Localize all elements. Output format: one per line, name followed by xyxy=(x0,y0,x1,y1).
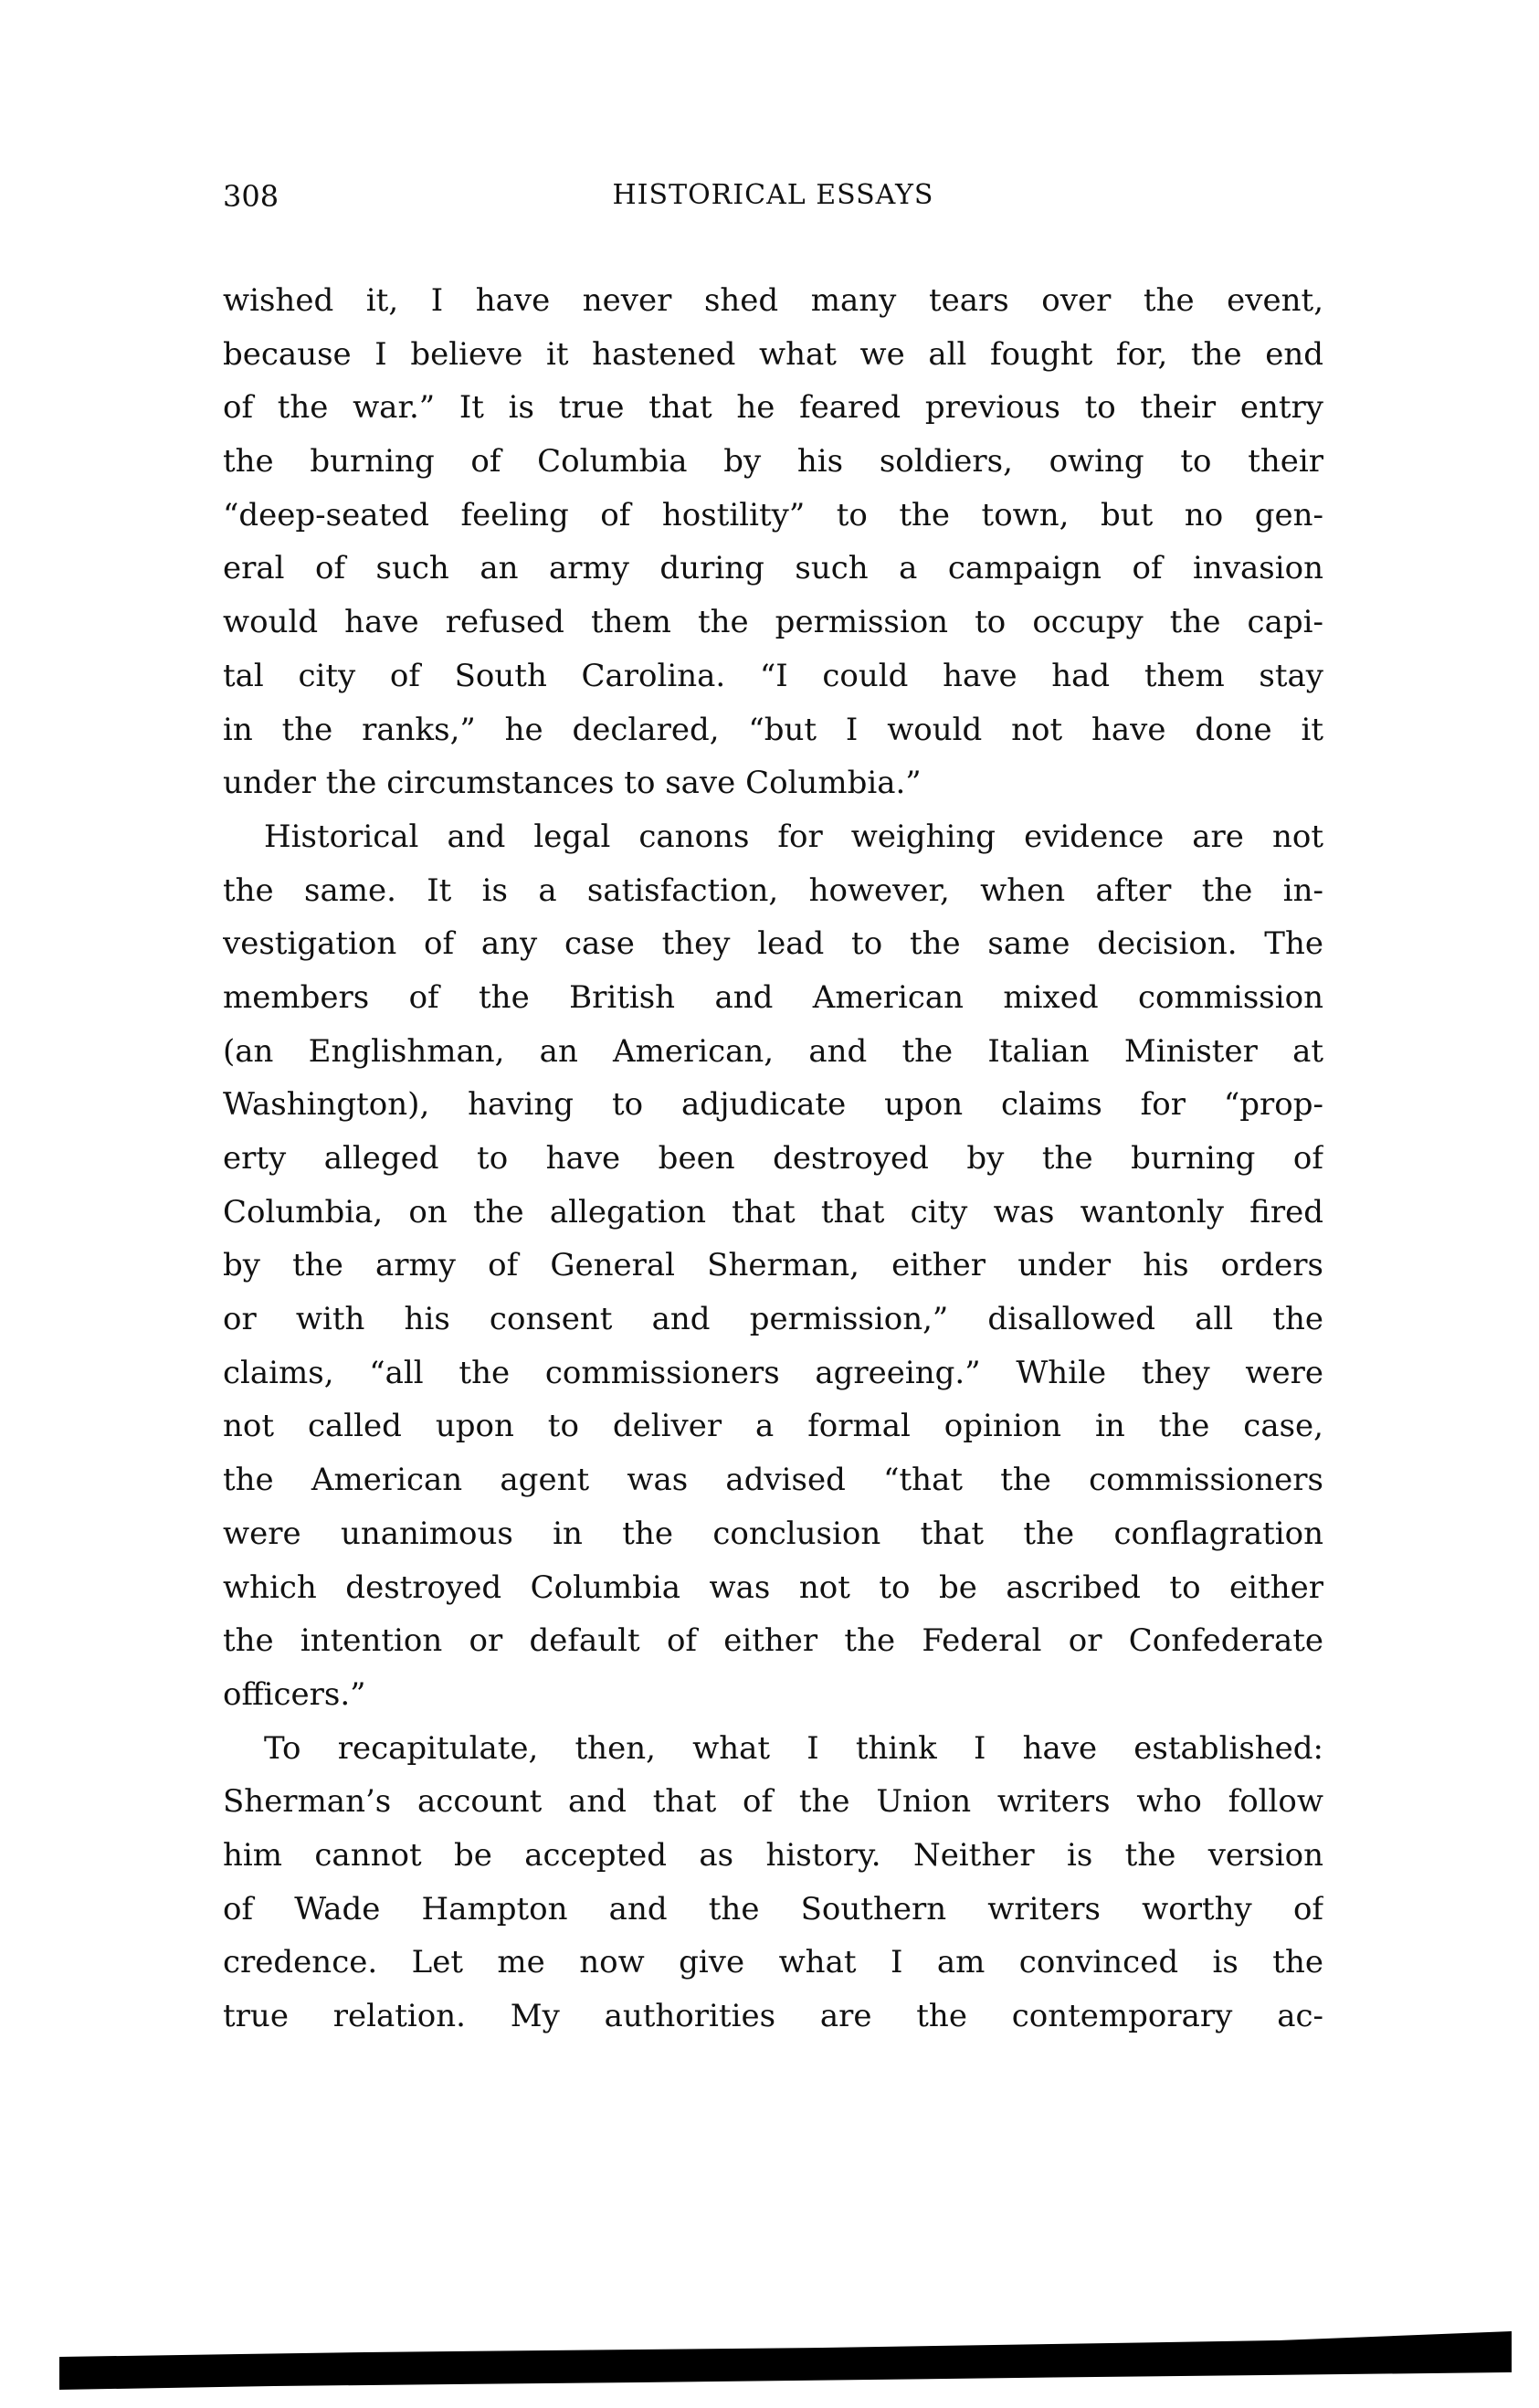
text-line: erty alleged to have been destroyed by the burning of xyxy=(223,1140,1323,1177)
text-line: claims, “all the commissioners agreeing.” While they were xyxy=(223,1354,1323,1391)
text-line: true relation. My authorities are the contemporary ac- xyxy=(223,1998,1323,2034)
text-line: officers.” xyxy=(223,1675,366,1713)
text-line: the American agent was advised “that the commissioners xyxy=(223,1462,1323,1499)
page-number: 308 xyxy=(223,179,279,214)
text-line: Sherman’s account and that of the Union writers who follow xyxy=(223,1783,1323,1821)
text-line: in the ranks,” he declared, “but I would not have done it xyxy=(223,711,1323,748)
text-line: the intention or default of either the Federal or Confederate xyxy=(223,1622,1323,1660)
text-line: wished it, I have never shed many tears over the event, xyxy=(223,282,1323,319)
text-line: would have refused them the permission to occupy the capi- xyxy=(223,604,1323,641)
text-line: (an Englishman, an American, and the Italian Minister at xyxy=(223,1032,1323,1070)
text-line: of the war.” It is true that he feared previous to their entry xyxy=(223,389,1323,427)
text-line: because I believe it hastened what we all fought for, the end xyxy=(223,335,1323,373)
text-line: Historical and legal canons for weighing evidence are not xyxy=(264,818,1323,855)
text-line: or with his consent and permission,” disallowed all the xyxy=(223,1301,1323,1338)
black-scan-border xyxy=(59,2331,1512,2390)
text-line: members of the British and American mixed commission xyxy=(223,978,1323,1016)
text-line: Columbia, on the allegation that that city was wantonly fired xyxy=(223,1193,1323,1230)
running-title: HISTORICAL ESSAYS xyxy=(612,179,934,211)
text-line: the same. It is a satisfaction, however, when after the in- xyxy=(223,871,1323,909)
text-line: not called upon to deliver a formal opinion in the case, xyxy=(223,1408,1323,1445)
text-line: were unanimous in the conclusion that the conflagration xyxy=(223,1515,1323,1552)
text-line: vestigation of any case they lead to the same decision. The xyxy=(223,925,1323,963)
text-line: the burning of Columbia by his soldiers, owing to their xyxy=(223,443,1323,481)
text-line: tal city of South Carolina. “I could have had them stay xyxy=(223,657,1323,694)
text-line: him cannot be accepted as history. Neither is the version xyxy=(223,1836,1323,1874)
text-line: Washington), having to adjudicate upon claims for “prop- xyxy=(223,1086,1323,1124)
text-line: by the army of General Sherman, either under his orders xyxy=(223,1247,1323,1284)
text-line: of Wade Hampton and the Southern writers worthy of xyxy=(223,1890,1323,1927)
text-line: under the circumstances to save Columbia.” xyxy=(223,765,922,802)
text-line: which destroyed Columbia was not to be ascribed to either xyxy=(223,1568,1323,1606)
text-line: credence. Let me now give what I am convinced is the xyxy=(223,1944,1323,1981)
text-line: To recapitulate, then, what I think I have established: xyxy=(264,1729,1323,1767)
text-line: “deep-seated feeling of hostility” to the town, but no gen- xyxy=(223,496,1323,533)
text-line: eral of such an army during such a campaign of invasion xyxy=(223,550,1323,587)
